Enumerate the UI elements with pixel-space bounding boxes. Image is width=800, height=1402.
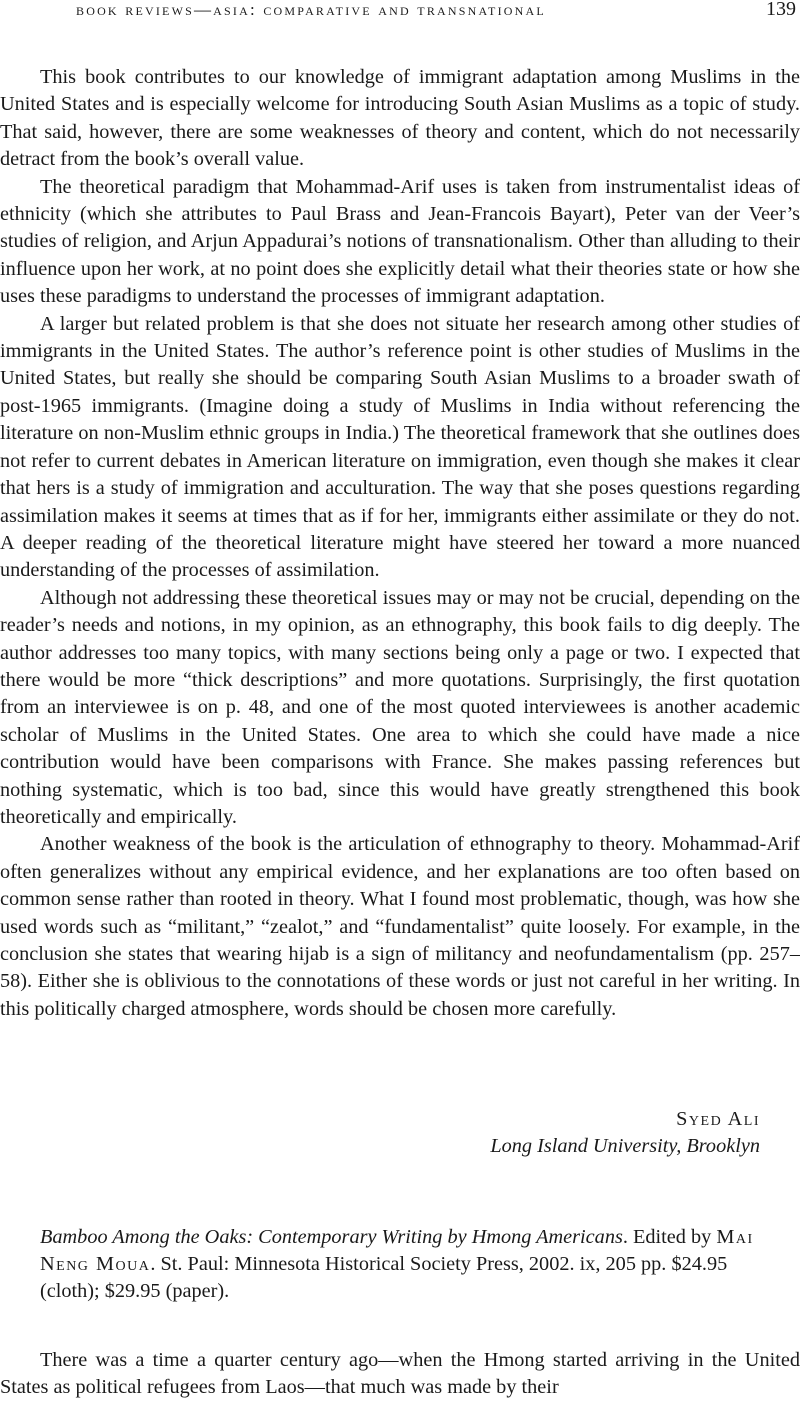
review-paragraph-4: Although not addressing these theoretical issues may or may not be crucial, depending on the reader’s needs and notions, in my opinion, as an ethnography, this book fails to dig deeply. The author addresses too many topics, with many sections being only a page or two. I expected that there would be more “thick descriptions” and more quotations. Surprisingly, the first quotation from an interviewee is on p. 48, and one of the most quoted interviewees is another academic scholar of Muslims in the United States. One area to which she could have made a nice contribution would have been comparisons with France. She makes passing references but nothing systematic, which is too bad, since this would have greatly strengthened this book theoretically and empirically. bbox=[0, 586, 800, 828]
review-paragraph-2: The theoretical paradigm that Mohammad-Arif uses is taken from instrumentalist ideas of ethnicity (which she attributes to Paul Brass and Jean-Francois Bayart), Peter van der Veer’s studies of religion, and Arjun Appadurai’s notions of transnationalism. Other than alluding to their influence upon her work, at no point does she explicitly detail what their theories state or how she uses these paradigms to understand the processes of immigrant adaptation. bbox=[0, 175, 800, 308]
reviewer-name: Syed Ali bbox=[676, 1108, 760, 1130]
reviewer-signature bbox=[490, 1106, 760, 1160]
book-citation bbox=[40, 1224, 760, 1305]
edited-by-label: . Edited by bbox=[622, 1226, 712, 1248]
book-editor: Mai Neng Moua bbox=[40, 1226, 754, 1275]
review-paragraph-1: This book contributes to our knowledge of immigrant adaptation among Muslims in the United States and is especially welcome for introducing South Asian Muslims as a topic of study. That said, however, there are some weaknesses of theory and content, which do not necessarily detract from the book’s overall value. bbox=[0, 66, 800, 171]
running-head bbox=[0, 0, 800, 24]
next-review-paragraph: There was a time a quarter century ago—when the Hmong started arriving in the United States as political refugees from Laos—that much was made by their bbox=[0, 1349, 800, 1399]
page-number: 139 bbox=[766, 0, 796, 20]
review-body bbox=[0, 64, 800, 1023]
reviewer-affiliation: Long Island University, Brooklyn bbox=[490, 1135, 760, 1157]
review-paragraph-5: Another weakness of the book is the articulation of ethnography to theory. Mohammad-Arif often generalizes without any empirical evidence, and her explanations are too often based on common sense rather than rooted in theory. What I found most problematic, though, was how she used words such as “militant,” “zealot,” and “fundamentalist” quite loosely. For example, in the conclusion she states that wearing hijab is a sign of militancy and neofundamentalism (pp. 257–58). Either she is oblivious to the connotations of these words or just not careful in her writing. In this politically charged atmosphere, words should be chosen more carefully. bbox=[0, 833, 800, 1020]
running-title: book reviews—asia: comparative and transnational bbox=[76, 0, 546, 19]
next-review-body bbox=[0, 1347, 800, 1402]
book-title: Bamboo Among the Oaks: Contemporary Writing by Hmong Americans bbox=[40, 1226, 623, 1248]
publication-details: . St. Paul: Minnesota Historical Society Press, 2002. ix, 205 pp. $24.95 (cloth); $29.95 (paper). bbox=[40, 1253, 728, 1302]
review-paragraph-3: A larger but related problem is that she does not situate her research among other studies of immigrants in the United States. The author’s reference point is other studies of Muslims in the United States, but really she should be comparing South Asian Muslims to a broader swath of post-1965 immigrants. (Imagine doing a study of Muslims in India without referencing the literature on non-Muslim ethnic groups in India.) The theoretical framework that she outlines does not refer to current debates in American literature on immigration, even though she makes it clear that hers is a study of immigration and acculturation. The way that she poses questions regarding assimilation makes it seems at times that as if for her, immigrants either assimilate or they do not. A deeper reading of the theoretical literature might have steered her toward a more nuanced understanding of the processes of assimilation. bbox=[0, 312, 800, 582]
